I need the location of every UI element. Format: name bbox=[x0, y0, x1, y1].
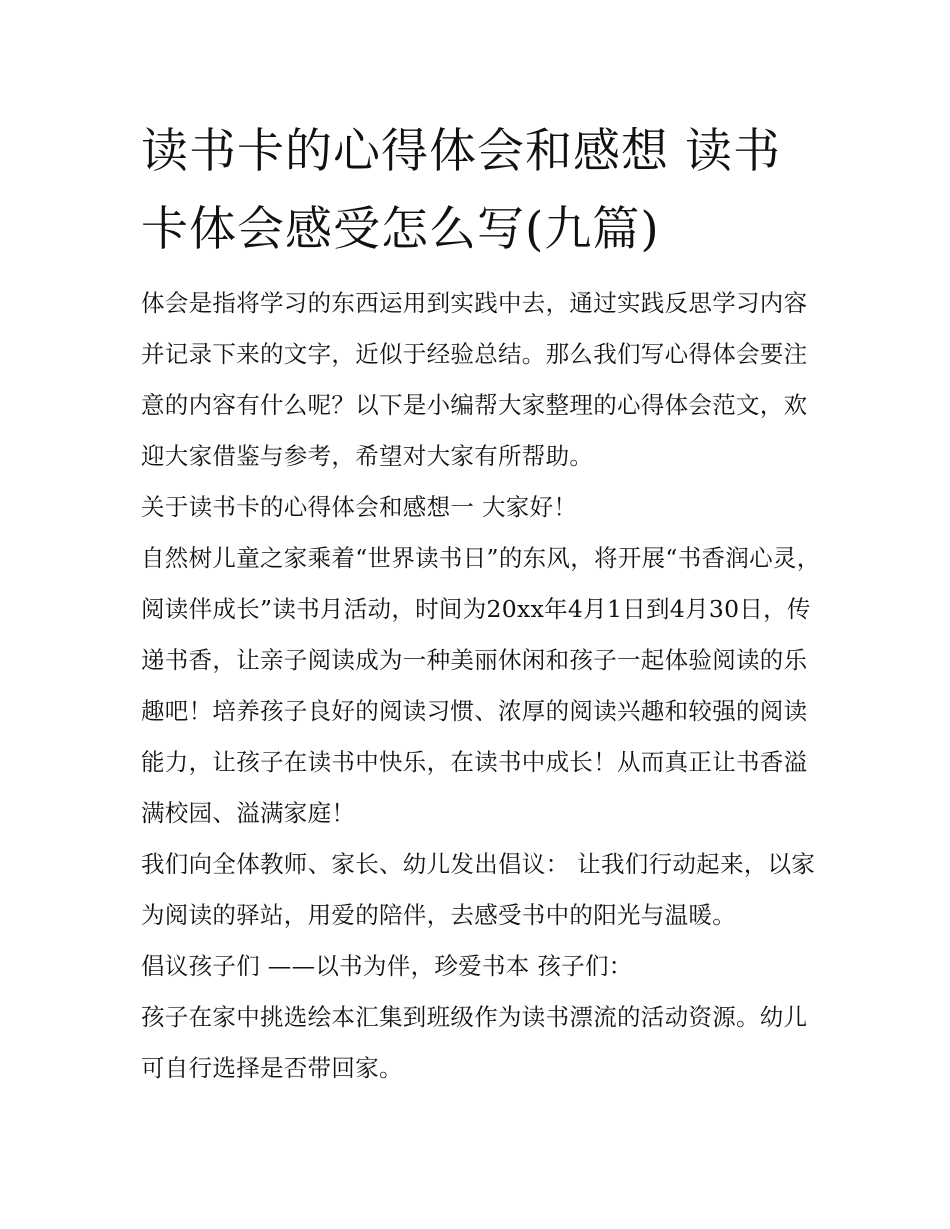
activity-paragraph: 自然树儿童之家乘着“世界读书日”的东风，将开展“书香润心灵，阅读伴成长”读书月活动，时间为20xx年4月1日到4月30日，传递书香，让亲子阅读成为一种美丽休闲和孩子一起体验阅读的乐趣吧！培养孩子良好的阅读习惯、浓厚的阅读兴趣和较强的阅读能力，让孩子在读书中快乐，在读书中成长！从而真正让书香溢满校园、溢满家庭！ bbox=[141, 544, 821, 827]
section-heading-paragraph: 关于读书卡的心得体会和感想一 大家好！ bbox=[141, 493, 578, 521]
children-proposal-paragraph: 倡议孩子们 ——以书为伴，珍爱书本 孩子们： bbox=[141, 952, 633, 980]
proposal-paragraph: 我们向全体教师、家长、幼儿发出倡议： 让我们行动起来，以家为阅读的驿站，用爱的陪伴，去感受书中的阳光与温暖。 bbox=[141, 850, 816, 929]
picture-book-paragraph: 孩子在家中挑选绘本汇集到班级作为读书漂流的活动资源。幼儿可自行选择是否带回家。 bbox=[141, 1003, 808, 1082]
document-title: 读书卡的心得体会和感想 读书卡体会感受怎么写(九篇) bbox=[141, 124, 781, 257]
document-body bbox=[141, 278, 821, 1094]
intro-paragraph: 体会是指将学习的东西运用到实践中去，通过实践反思学习内容并记录下来的文字，近似于经验总结。那么我们写心得体会要注意的内容有什么呢？以下是小编帮大家整理的心得体会范文，欢迎大家借鉴与参考，希望对大家有所帮助。 bbox=[141, 289, 808, 470]
